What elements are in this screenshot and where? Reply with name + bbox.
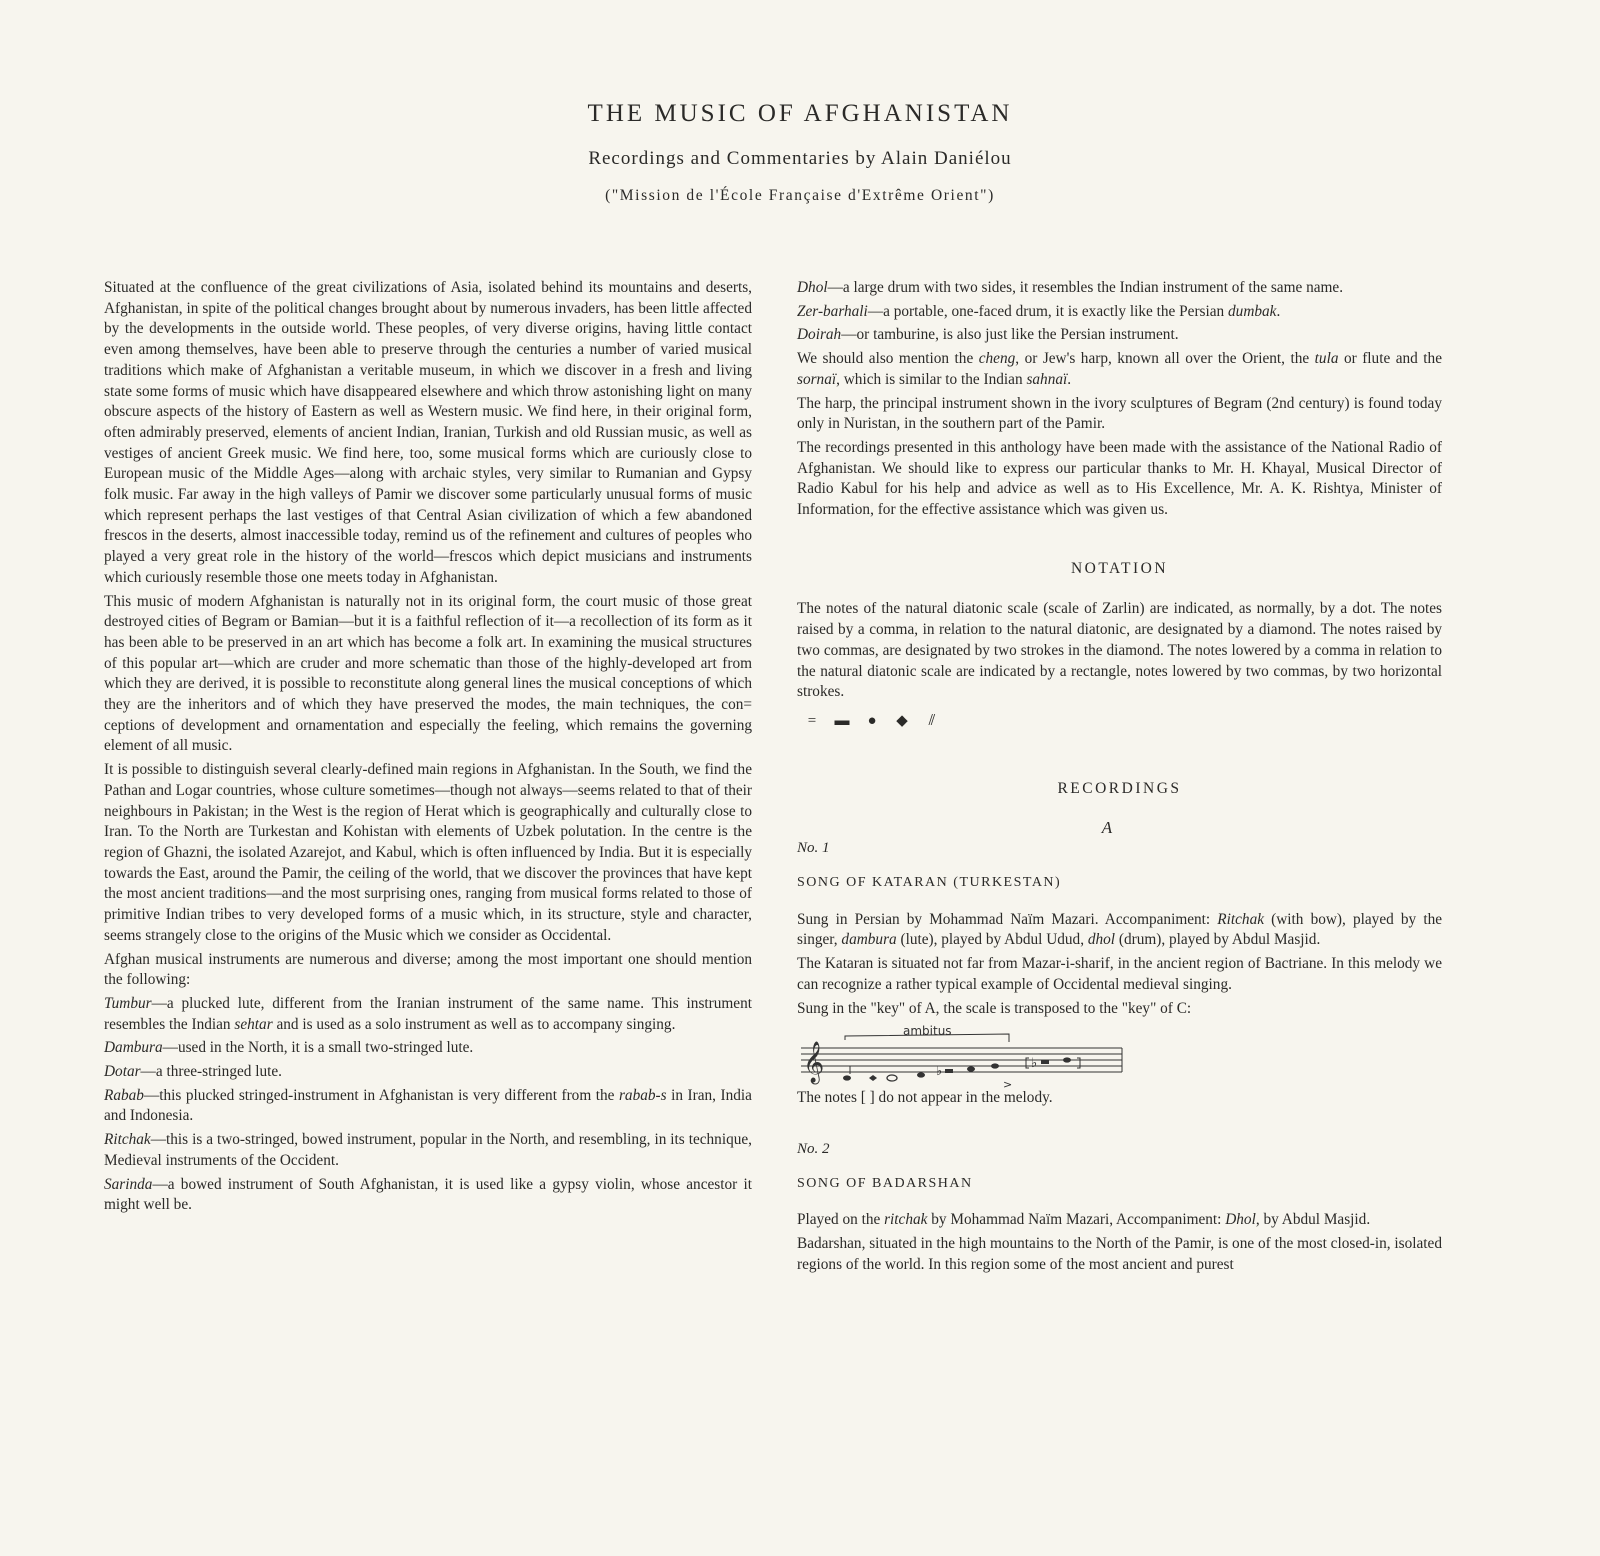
song2-description: Badarshan, situated in the high mountains to the North of the Pamir, is one of the most closed-in, isolated regions of the world. In this region some of the most ancient and purest — [797, 1235, 1442, 1273]
recording-number-2: No. 2 — [797, 1140, 830, 1157]
song-title-1: SONG OF KATARAN (TURKESTAN) — [797, 875, 1062, 891]
intro-paragraph: Situated at the confluence of the great civilizations of Asia, isolated behind its mountains and deserts, Afghanistan, in spite of the political changes brought about by numerous invaders, has been little affected by the developments in the outside world. These peoples, of very diverse origins, having little contact even among themselves, have been able to preserve through the centuries a number of varied musical traditions which make of Afghanistan a veritable museum, in which we discover in a fresh and living state some forms of music which have disappeared elsewhere and which throw astonishing light on many obscure aspects of the history of Eastern as well as Western music. We find here, in their original form, often admirably preserved, elements of ancient Indian, Iranian, Turkish and old Russian music, as well as vestiges of ancient Greek music. We find here, too, some musical forms which are curiously close to European music of the Middle Ages—along with archaic styles, very similar to Rumanian and Gypsy folk music. Far away in the high valleys of Pamir we discover some particularly unusual forms of music which represent perhaps the last vestiges of that Central Asian civilization of which a few abandoned frescos in the deserts, almost inaccessible today, remind us of the refinement and cultures of peoples who played a very great role in the history of the world—frescos which depict musicians and instruments which curiously resemble those one meets today in Afghanistan. — [104, 279, 752, 586]
double-stroke-symbol: = — [807, 712, 817, 729]
instrument-zer-barhali: Zer-barhali—a portable, one-faced drum, it is exactly like the Persian dumbak. — [797, 302, 1281, 320]
other-instruments: We should also mention the cheng, or Jew's harp, known all over the Orient, the tula or flute and the sornaï, which is similar to the Indian sahnaï. — [797, 350, 1442, 388]
page-title: THE MUSIC OF AFGHANISTAN — [587, 100, 1013, 127]
instrument-dotar: Dotar—a three-stringed lute. — [104, 1063, 282, 1081]
notation-heading: NOTATION — [1070, 559, 1169, 577]
instrument-ritchak: Ritchak—this is a two-stringed, bowed instrument, popular in the North, and resembling, in its technique, Medieval instruments of the Occident. — [104, 1131, 752, 1169]
svg-text:♭: ♭ — [1031, 1056, 1038, 1072]
instrument-rabab: Rabab—this plucked stringed-instrument in Afghanistan is very different from the rabab-s in Iran, India and Indonesia. — [104, 1086, 752, 1125]
notation-symbols — [797, 709, 1442, 733]
thanks-paragraph: The recordings presented in this anthology have been made with the assistance of the National Radio of Afghanistan. We should like to express our particular thanks to Mr. H. Khayal, Musical Director of Radio Kabul for his help and advice as well as to His Excellence, Mr. A. K. Rishtya, Minister of Information, for the effective assistance which was given us. — [797, 438, 1442, 519]
modern-music-paragraph: This music of modern Afghanistan is naturally not in its original form, the court music of those great destroyed cities of Begram or Bamian—but it is a faithful reflection of it—a recollection of its form as it has been able to be preserved in an art which has become a folk art. In examining the musical structures of this popular art—which are cruder and more schematic than those of the highly-developed art from which they are derived, it is possible to reconstitute along general lines the musical conceptions of which they are the inheritors and of which they have preserved the modes, the main techniques, the con= ceptions of development and ornamentation and especially the feeling, which remains the governing element of all music. — [104, 592, 752, 755]
left-column — [104, 278, 752, 1219]
svg-text:♭: ♭ — [936, 1064, 943, 1080]
instruments-intro: Afghan musical instruments are numerous and diverse; among the most important one should mention the following: — [104, 950, 752, 989]
instrument-sarinda: Sarinda—a bowed instrument of South Afghanistan, it is used like a gypsy violin, whose ancestor it might well be. — [104, 1175, 752, 1214]
recording-number-1: No. 1 — [797, 840, 830, 857]
svg-text:>: > — [1003, 1078, 1013, 1089]
stroked-diamond-symbol: ⫽ — [928, 712, 936, 729]
recordings-heading: RECORDINGS — [1057, 779, 1182, 797]
dot-symbol: ● — [867, 712, 877, 729]
instrument-tumbur: Tumbur—a plucked lute, different from the Iranian instrument of the same name. This instrument resembles the Indian sehtar and is used as a solo instrument as well as to accompany singing. — [104, 994, 752, 1033]
treble-clef-icon: 𝄞 — [803, 1042, 825, 1084]
notation-paragraph: The notes of the natural diatonic scale (scale of Zarlin) are indicated, as normally, by a dot. The notes raised by a comma, in relation to the natural diatonic, are designated by a diamond. The notes raised by two commas, are designated by two strokes in the diamond. The notes lowered by a comma in relation to the natural diatonic scale are indicated by a rectangle, notes lowered by two commas, by two horizontal strokes. — [797, 600, 1442, 701]
music-staff-figure — [797, 1022, 1127, 1088]
ambitus-label: ambitus — [903, 1024, 952, 1039]
instrument-dhol: Dhol—a large drum with two sides, it resembles the Indian instrument of the same name. — [797, 279, 1344, 296]
instrument-dambura: Dambura—used in the North, it is a small two-stringed lute. — [104, 1039, 474, 1057]
notes-caption: The notes [ ] do not appear in the melody. — [797, 1089, 1053, 1107]
song1-key: Sung in the "key" of A, the scale is transposed to the "key" of C: — [797, 999, 1192, 1017]
rectangle-symbol: ▬ — [834, 712, 850, 729]
mission-note: ("Mission de l'École Française d'Extrême Orient") — [605, 187, 995, 204]
page-subtitle: Recordings and Commentaries by Alain Daniélou — [588, 148, 1012, 169]
regions-paragraph: It is possible to distinguish several clearly-defined main regions in Afghanistan. In the South, we find the Pathan and Logar countries, whose culture sometimes—though not always—seems related to that of their neighbours in Pakistan; in the West is the region of Herat which is geographically and culturally close to Iran. To the North are Turkestan and Kohistan with elements of Uzbek polutation. In the centre is the region of Ghazni, the isolated Azarejot, and Kabul, which is often influenced by India. But it is especially towards the East, around the Pamir, the ceiling of the world, that we discover the provinces that have kept the most ancient traditions—and the most surprising ones, ranging from musical forms related to those of primitive Indian tribes to very developed forms of a music which, in its structure, style and character, seems strangely close to the origins of the Music which we consider as Occidental. — [104, 761, 752, 944]
song1-credits: Sung in Persian by Mohammad Naïm Mazari. Accompaniment: Ritchak (with bow), played by the singer, dambura (lute), played by Abdul Udud, dhol (drum), played by Abdul Masjid. — [797, 910, 1443, 949]
right-column — [797, 278, 1442, 1279]
song-title-2: SONG OF BADARSHAN — [797, 1175, 973, 1191]
song1-description: The Kataran is situated not far from Mazar-i-sharif, in the ancient region of Bactriane. In this melody we can recognize a rather typical example of Occidental medieval singing. — [797, 955, 1442, 993]
instrument-doirah: Doirah—or tamburine, is also just like the Persian instrument. — [797, 326, 1179, 344]
diamond-symbol: ◆ — [896, 712, 908, 729]
song2-credits: Played on the ritchak by Mohammad Naïm Mazari, Accompaniment: Dhol, by Abdul Masjid. — [797, 1211, 1371, 1229]
harp-paragraph: The harp, the principal instrument shown in the ivory sculptures of Begram (2nd century) is found today only in Nuristan, in the southern part of the Pamir. — [797, 394, 1442, 433]
side-label: A — [1101, 817, 1113, 837]
